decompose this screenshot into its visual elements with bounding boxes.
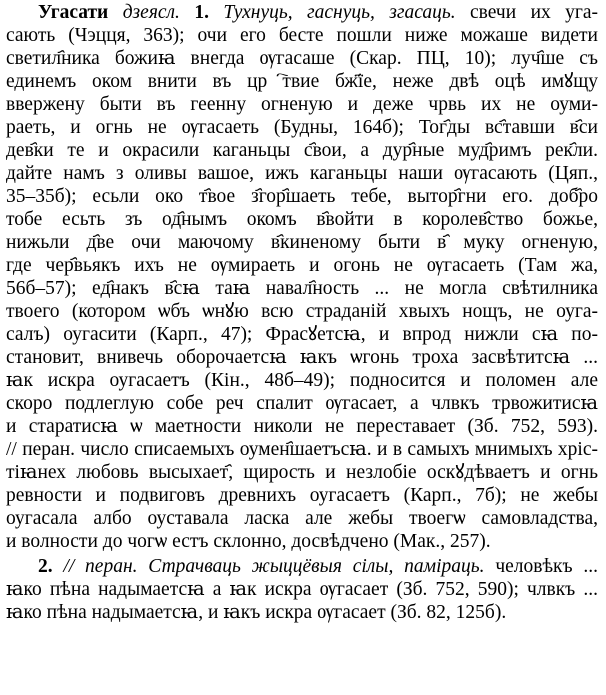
entry-line: сають (Чэцця, 363); очи его бесте пошли ниже можаше видети: [6, 25, 598, 46]
entry-line: тiꙗнех любовь высыхает҄, щирость и незлобiе оскꙋдѣваетъ и огнь: [6, 462, 598, 483]
entry-line: раеть, и огнь не ѹгасаеть (Будны, 164б); Тог҄ды вс҄тавши в҄си: [6, 117, 598, 138]
entry-line: и волности до чогѡ естъ склонно, досвѣдчено (Мак., 257).: [6, 531, 491, 552]
entry-line: 35–35б); есьли око т҄вое з҄гор҄шаеть тебе, вытор҄гни его. доб҄ро: [6, 186, 598, 207]
entry-line: дайте намъ з оливы вашое, ижъ каганьцы наши ѹгасають (Цяп.,: [6, 163, 598, 184]
entry-line: ꙗк искра оугасаетъ (Кін., 48б–49); подносится и поломен але: [6, 370, 598, 391]
entry-line: где чер҄вьякъ ихъ не ѹмираеть и огонь не ѹгасаеть (Там жа,: [6, 255, 598, 276]
entry-line: твоего (котором ѡбъ ѡнꙋю всю страданiй хвыхъ нощъ, не оуга-: [6, 301, 598, 322]
sense-1-gloss: Тухнуць, гаснуць, згасаць.: [223, 2, 456, 23]
entry-line: нижьли д҄ве очи маючому в҄киненому быти в҄ муку огненую,: [6, 232, 598, 253]
sense-2-line-1: [0, 556, 606, 578]
entry-line: ꙗко пѣна надымаетсꙗ а ꙗк искра ѹгасает (Зб. 752, 590); члвкъ ...: [6, 579, 598, 600]
headword: Угасати: [38, 2, 109, 23]
entry-line: единемъ оком внити въ црⷭ҇твие бж҃ïе, неже двѣ оцѣ имꙋщу: [6, 71, 598, 92]
part-of-speech: дзеясл.: [122, 2, 180, 23]
entry-line: // перан. число списаемыхъ оумен҄шаетъсꙗ. и в самыхъ мнимыхъ хрiс-: [6, 439, 598, 460]
entry-line: светил҄ника божиꙗ внегда ѹгасаше (Скар. ПЦ, 10); луч҄ше съ: [6, 48, 598, 69]
entry-line: дев҄ки те и окрасили каганьцы с҄вои, а дур҄ные муд҄римъ рек҄ли.: [6, 140, 598, 161]
sense-2-text-start: человѣкъ ...: [495, 556, 599, 577]
sense-2-gloss: // перан. Страчваць жыццёвыя сілы, паміраць.: [63, 556, 485, 577]
entry-line: 56б–57); ед҄накъ в҄сꙗ таꙗ навал҄ность ... не могла свѣтилника: [6, 278, 598, 299]
entry-line: ꙗко пѣна надымаетсꙗ, и ꙗкъ искра ѹгасает (Зб. 82, 125б).: [6, 602, 507, 623]
entry-line: скоро подлеглую собе реч спалит ѹгасает, а члвкъ трвожитисꙗ: [6, 393, 598, 414]
entry-line: салъ) оугасити (Карп., 47); Фрасꙋетсꙗ, и впрод нижли сꙗ по-: [6, 324, 598, 345]
entry-line: и старатисꙗ ѡ маетности николи не переставает (Зб. 752, 593).: [6, 416, 598, 437]
entry-line-1: [0, 2, 606, 24]
sense-1-number: 1.: [194, 2, 209, 23]
entry-line: становит, внивечь оборочаетсꙗ ꙗкъ ѡгонь троха засвѣтитсꙗ ...: [6, 347, 598, 368]
entry-line: тобе есьть зъ од҄нымъ окомъ в҄войти в королев҄ство божье,: [6, 209, 598, 230]
entry-line: ввержену быти въ геенну огненую и деже чрвь их не оуми-: [6, 94, 598, 115]
sense-1-text-start: свечи их уга-: [470, 2, 599, 23]
entry-line: оугасала албо оуставала ласка але жебы твоегѡ самовладства,: [6, 508, 598, 529]
sense-2-number: 2.: [38, 556, 53, 577]
entry-line: ревности и подвиговъ древнихъ оугасаетъ (Карп., 7б); не жебы: [6, 485, 598, 506]
